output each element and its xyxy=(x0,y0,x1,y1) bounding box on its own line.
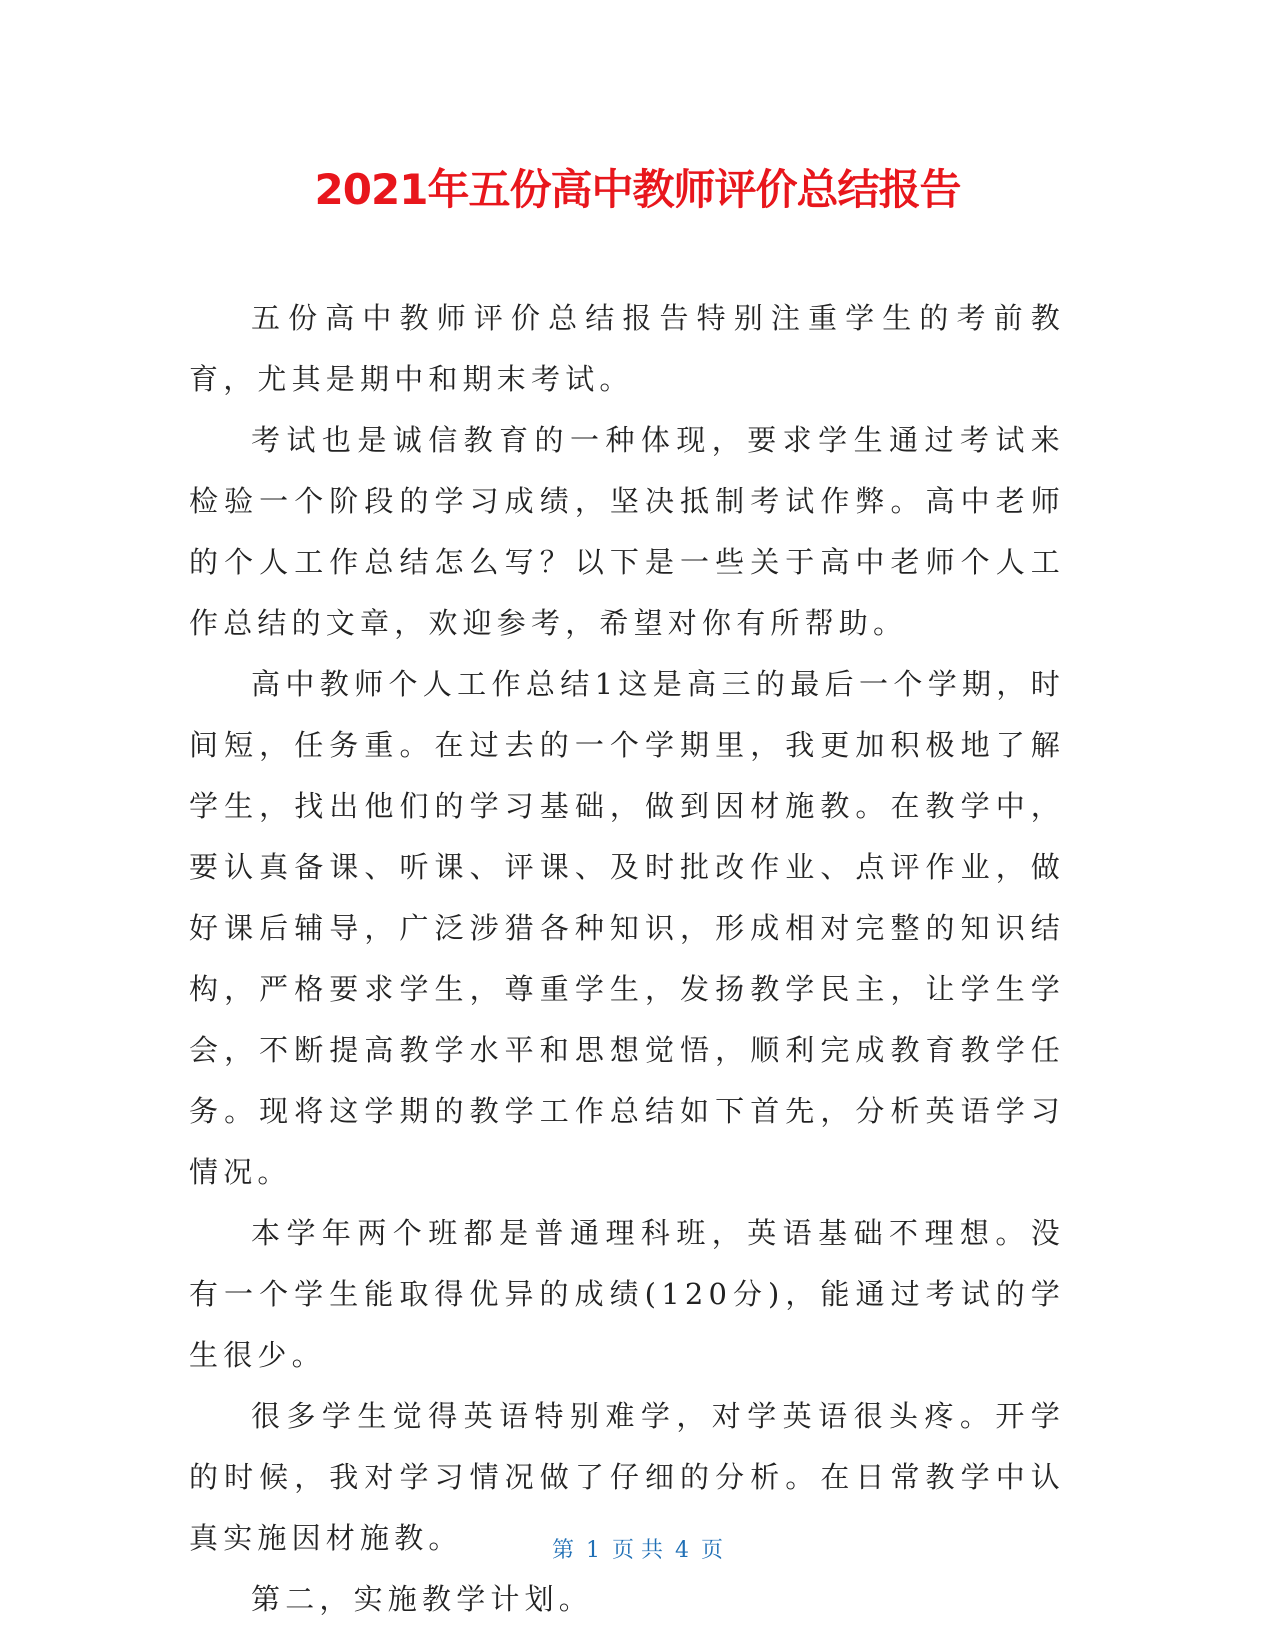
document-body xyxy=(189,288,1065,1630)
footer-prefix: 第 xyxy=(551,1538,574,1563)
page-number-footer xyxy=(0,1536,1275,1566)
paragraph-2: 考试也是诚信教育的一种体现，要求学生通过考试来检验一个阶段的学习成绩，坚决抵制考试作弊。高中老师的个人工作总结怎么写？以下是一些关于高中老师个人工作总结的文章，欢迎参考，希望对你有所帮助。 xyxy=(189,423,1065,640)
footer-suffix: 页 xyxy=(701,1538,724,1563)
footer-middle: 页 共 xyxy=(612,1538,663,1563)
paragraph-6: 第二，实施教学计划。 xyxy=(251,1582,594,1616)
paragraph-3: 高中教师个人工作总结1这是高三的最后一个学期，时间短，任务重。在过去的一个学期里，我更加积极地了解学生，找出他们的学习基础，做到因材施教。在教学中，要认真备课、听课、评课、及时批改作业、点评作业，做好课后辅导，广泛涉猎各种知识，形成相对完整的知识结构，严格要求学生，尊重学生，发扬教学民主，让学生学会，不断提高教学水平和思想觉悟，顺利完成教育教学任务。现将这学期的教学工作总结如下首先，分析英语学习情况。 xyxy=(189,667,1065,1189)
paragraph-1: 五份高中教师评价总结报告特别注重学生的考前教育，尤其是期中和期末考试。 xyxy=(189,301,1065,396)
paragraph-5: 很多学生觉得英语特别难学，对学英语很头疼。开学的时候，我对学习情况做了仔细的分析。在日常教学中认真实施因材施教。 xyxy=(189,1399,1065,1555)
footer-total-pages: 4 xyxy=(675,1538,689,1563)
document-title: 2021年五份高中教师评价总结报告 xyxy=(314,165,961,214)
footer-current-page: 1 xyxy=(586,1538,600,1563)
paragraph-4: 本学年两个班都是普通理科班，英语基础不理想。没有一个学生能取得优异的成绩(120分)，能通过考试的学生很少。 xyxy=(189,1216,1065,1372)
